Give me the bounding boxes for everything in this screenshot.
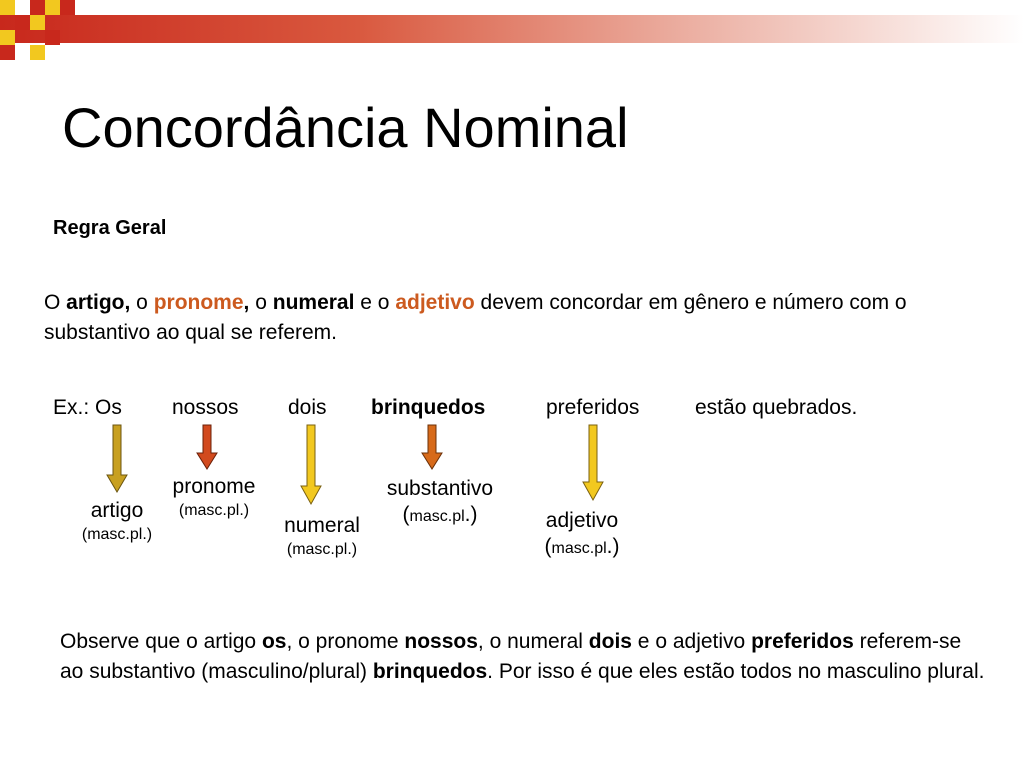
arrow-down-icon-substantivo — [421, 425, 443, 470]
arrow-down-icon-pronome — [196, 425, 218, 470]
example-word-dois: dois — [288, 396, 327, 419]
rule-text: O — [44, 291, 67, 314]
rule-text: o — [130, 291, 154, 314]
observe-preferidos: preferidos — [751, 630, 854, 653]
rule-comma: , — [243, 291, 250, 314]
header-gradient-bar — [0, 15, 1024, 43]
paren-open: ( — [402, 503, 410, 526]
observe-text: referem-se ao substantivo (masculino/plural) — [60, 630, 962, 683]
label-substantivo-sub: masc.pl — [409, 508, 465, 525]
observe-text: . Por isso é que eles estão todos no masculino plural. — [487, 660, 985, 683]
label-pronome-main: pronome — [172, 475, 256, 498]
observe-dois: dois — [588, 630, 632, 653]
rule-paragraph — [44, 288, 1004, 348]
paren-close: .) — [606, 535, 620, 558]
section-subtitle: Regra Geral — [53, 217, 167, 239]
label-pronome-sub: (masc.pl.) — [178, 502, 250, 519]
observation-paragraph — [60, 627, 990, 687]
rule-text: o — [249, 291, 273, 314]
rule-numeral: numeral — [272, 291, 355, 314]
label-substantivo-main: substantivo — [386, 477, 494, 500]
label-adjetivo-sub-line — [522, 534, 642, 560]
arrow-down-icon-numeral — [300, 425, 322, 505]
observe-nossos: nossos — [404, 630, 478, 653]
observe-brinquedos: brinquedos — [372, 660, 488, 683]
rule-text: devem concordar em gênero e número com o substantivo ao qual se referem. — [44, 291, 907, 344]
rule-pronome: pronome — [153, 291, 244, 314]
rule-artigo: artigo, — [66, 291, 131, 314]
example-word-brinquedos: brinquedos — [371, 396, 486, 419]
label-substantivo-sub-line — [370, 502, 510, 528]
label-numeral-main: numeral — [284, 514, 360, 537]
label-pronome — [154, 474, 274, 522]
label-artigo-main: artigo — [90, 499, 144, 522]
observe-text: Observe que o artigo — [60, 630, 262, 653]
slide-title: Concordância Nominal — [62, 96, 629, 159]
observe-text: e o adjetivo — [631, 630, 752, 653]
example-word-nossos: nossos — [172, 396, 239, 419]
label-adjetivo-sub: masc.pl — [551, 540, 607, 557]
observe-text: , o numeral — [477, 630, 589, 653]
arrow-down-icon-adjetivo — [582, 425, 604, 501]
example-word-os: Ex.: Os — [53, 396, 122, 419]
paren-open: ( — [544, 535, 552, 558]
paren-close: .) — [464, 503, 478, 526]
rule-text: e o — [354, 291, 396, 314]
observe-os: os — [261, 630, 287, 653]
example-word-preferidos: preferidos — [546, 396, 640, 419]
example-word-estao-quebrados: estão quebrados. — [695, 396, 858, 419]
label-numeral-sub: (masc.pl.) — [286, 541, 358, 558]
label-adjetivo — [522, 508, 642, 560]
rule-adjetivo: adjetivo — [395, 291, 475, 314]
arrow-down-icon-artigo — [106, 425, 128, 493]
label-numeral — [262, 513, 382, 561]
observe-text: , o pronome — [286, 630, 405, 653]
label-artigo-sub: (masc.pl.) — [81, 526, 153, 543]
label-substantivo — [370, 476, 510, 528]
label-adjetivo-main: adjetivo — [545, 509, 619, 532]
